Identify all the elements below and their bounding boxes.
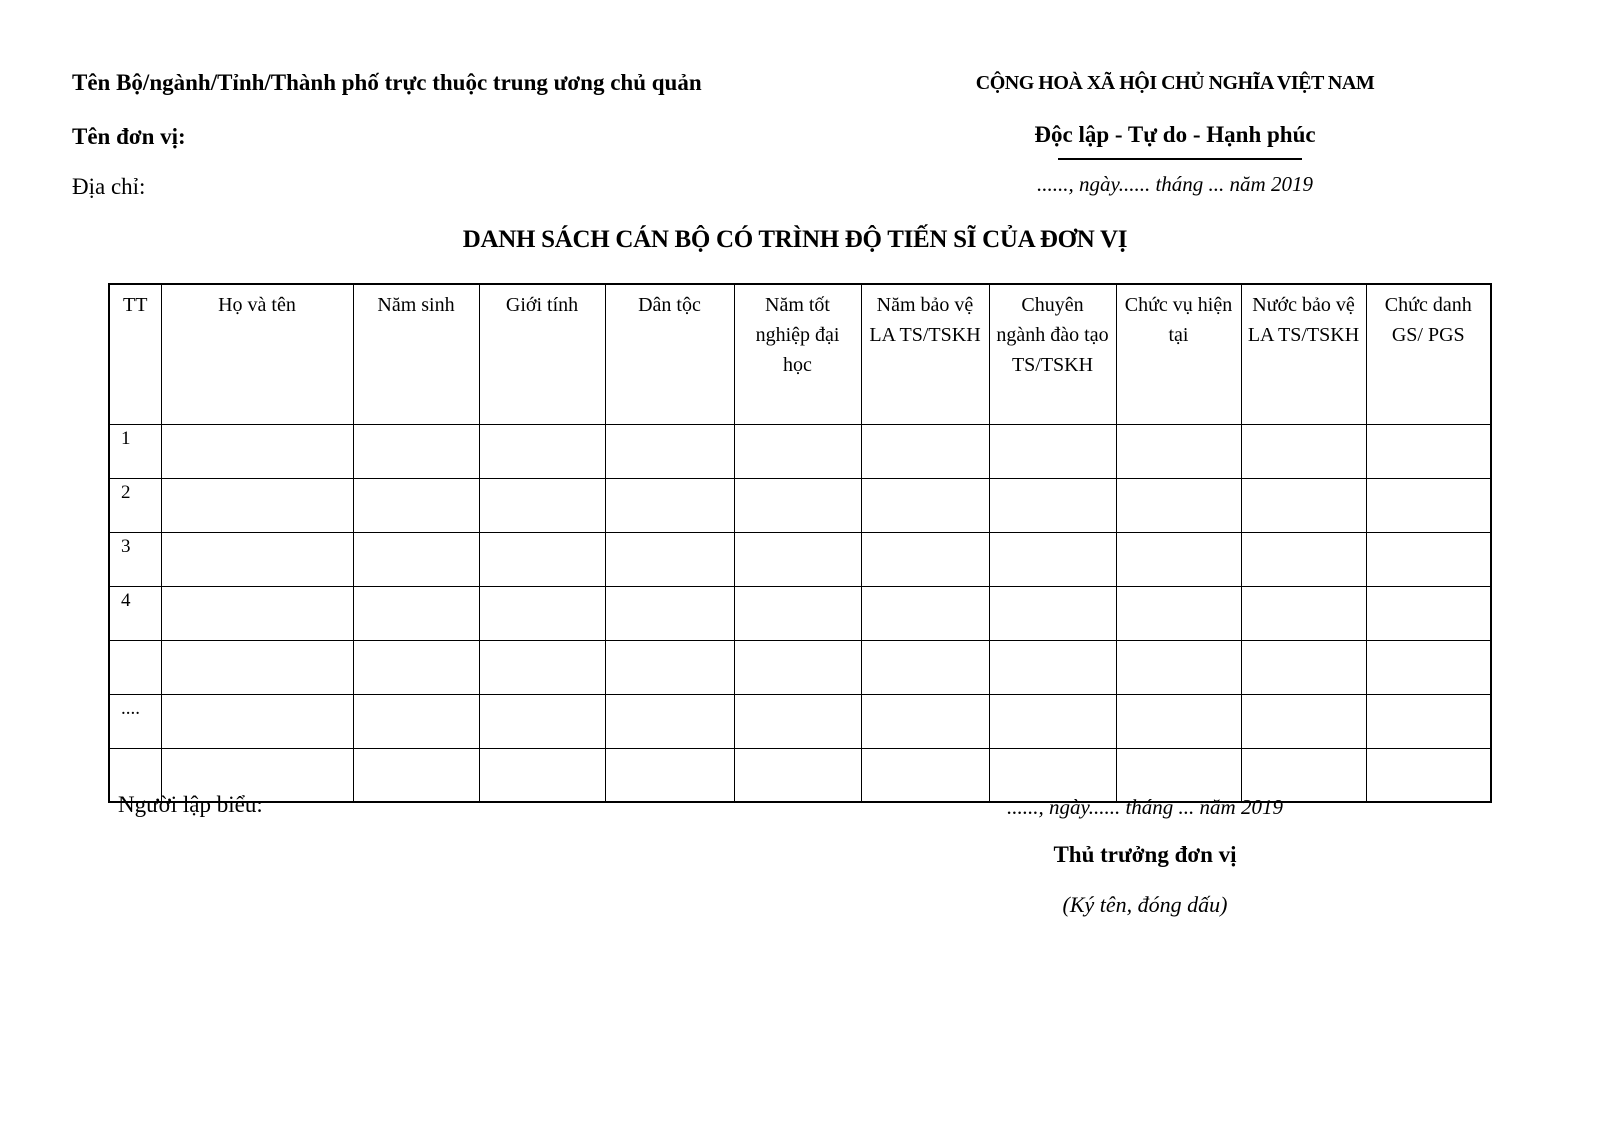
national-motto: Độc lập - Tự do - Hạnh phúc [1034,122,1316,147]
data-cell[interactable] [1116,424,1241,478]
data-cell[interactable] [479,532,605,586]
footer-date-line: ......, ngày...... tháng ... năm 2019 [1007,795,1283,819]
data-cell[interactable] [353,586,479,640]
data-cell[interactable] [1241,424,1366,478]
column-header: Năm tốt nghiệp đại học [734,284,861,424]
data-cell[interactable] [161,424,353,478]
data-cell[interactable] [161,532,353,586]
data-cell[interactable] [605,748,734,802]
issuer-ministry-line: Tên Bộ/ngành/Tỉnh/Thành phố trực thuộc trung ương chủ quản [72,70,702,95]
data-cell[interactable] [1241,532,1366,586]
column-header: Họ và tên [161,284,353,424]
data-cell[interactable] [1116,748,1241,802]
table-row [109,424,1491,478]
data-cell[interactable] [479,748,605,802]
data-cell[interactable] [1366,748,1491,802]
header-row [109,284,1491,424]
data-cell[interactable] [989,424,1116,478]
table-row [109,586,1491,640]
motto-underline [1058,158,1302,160]
data-cell[interactable] [861,694,989,748]
data-cell[interactable] [1241,478,1366,532]
data-cell[interactable] [479,586,605,640]
data-cell[interactable] [479,424,605,478]
data-cell[interactable] [734,748,861,802]
data-cell[interactable] [989,532,1116,586]
data-cell[interactable] [353,424,479,478]
data-cell[interactable] [605,532,734,586]
column-header: Năm bảo vệ LA TS/TSKH [861,284,989,424]
column-header: Chức vụ hiện tại [1116,284,1241,424]
table-row [109,748,1491,802]
data-cell[interactable] [479,478,605,532]
data-cell[interactable] [861,532,989,586]
data-cell[interactable] [1366,586,1491,640]
data-cell[interactable] [353,748,479,802]
data-cell[interactable] [605,424,734,478]
column-header: Năm sinh [353,284,479,424]
table-row [109,532,1491,586]
data-cell[interactable] [161,586,353,640]
data-cell[interactable] [353,694,479,748]
data-cell[interactable] [734,586,861,640]
data-cell[interactable] [1116,640,1241,694]
data-cell[interactable] [734,640,861,694]
data-cell[interactable] [989,478,1116,532]
data-cell[interactable] [161,694,353,748]
column-header: Chức danh GS/ PGS [1366,284,1491,424]
column-header: Giới tính [479,284,605,424]
data-cell[interactable] [605,640,734,694]
data-cell[interactable] [1116,586,1241,640]
data-cell[interactable] [989,748,1116,802]
row-index-cell [109,640,161,694]
data-cell[interactable] [861,478,989,532]
header-date-line: ......, ngày...... tháng ... năm 2019 [1037,172,1313,196]
table-container [108,283,1492,803]
data-cell[interactable] [989,640,1116,694]
data-cell[interactable] [1366,694,1491,748]
signature-note: (Ký tên, đóng dấu) [1062,892,1228,917]
table-row [109,640,1491,694]
data-cell[interactable] [734,478,861,532]
issuer-address-label: Địa chỉ: [72,174,146,199]
table-row [109,694,1491,748]
column-header: Nước bảo vệ LA TS/TSKH [1241,284,1366,424]
data-cell[interactable] [1116,532,1241,586]
data-cell[interactable] [353,640,479,694]
row-index-cell: 1 [109,424,161,478]
issuer-unit-label: Tên đơn vị: [72,124,186,149]
table-header [109,284,1491,424]
data-cell[interactable] [861,640,989,694]
national-title: CỘNG HOÀ XÃ HỘI CHỦ NGHĨA VIỆT NAM [975,72,1375,94]
table-body [109,424,1491,802]
data-cell[interactable] [1116,478,1241,532]
data-cell[interactable] [1366,424,1491,478]
data-cell[interactable] [479,694,605,748]
signer-title: Thủ trưởng đơn vị [1053,842,1237,867]
preparer-label: Người lập biểu: [118,792,263,817]
data-cell[interactable] [989,586,1116,640]
page-title: DANH SÁCH CÁN BỘ CÓ TRÌNH ĐỘ TIẾN SĨ CỦA ĐƠN VỊ [462,226,1128,253]
data-cell[interactable] [734,532,861,586]
data-cell[interactable] [861,424,989,478]
data-cell[interactable] [161,478,353,532]
data-cell[interactable] [605,586,734,640]
data-cell[interactable] [989,694,1116,748]
column-header: Dân tộc [605,284,734,424]
data-cell[interactable] [734,424,861,478]
data-cell[interactable] [605,478,734,532]
row-index-cell: 2 [109,478,161,532]
data-cell[interactable] [161,640,353,694]
data-cell[interactable] [1366,478,1491,532]
column-header: TT [109,284,161,424]
data-cell[interactable] [1241,586,1366,640]
data-cell[interactable] [479,640,605,694]
data-cell[interactable] [1241,748,1366,802]
data-cell[interactable] [1241,694,1366,748]
data-cell[interactable] [861,586,989,640]
data-cell[interactable] [734,694,861,748]
data-cell[interactable] [861,748,989,802]
row-index-cell: 4 [109,586,161,640]
data-cell[interactable] [353,532,479,586]
table-row [109,478,1491,532]
data-cell[interactable] [605,694,734,748]
data-cell[interactable] [1366,640,1491,694]
data-cell[interactable] [1241,640,1366,694]
row-index-cell: .... [109,694,161,748]
data-cell[interactable] [353,478,479,532]
roster-table [108,283,1492,803]
data-cell[interactable] [1116,694,1241,748]
row-index-cell: 3 [109,532,161,586]
column-header: Chuyên ngành đào tạo TS/TSKH [989,284,1116,424]
data-cell[interactable] [1366,532,1491,586]
